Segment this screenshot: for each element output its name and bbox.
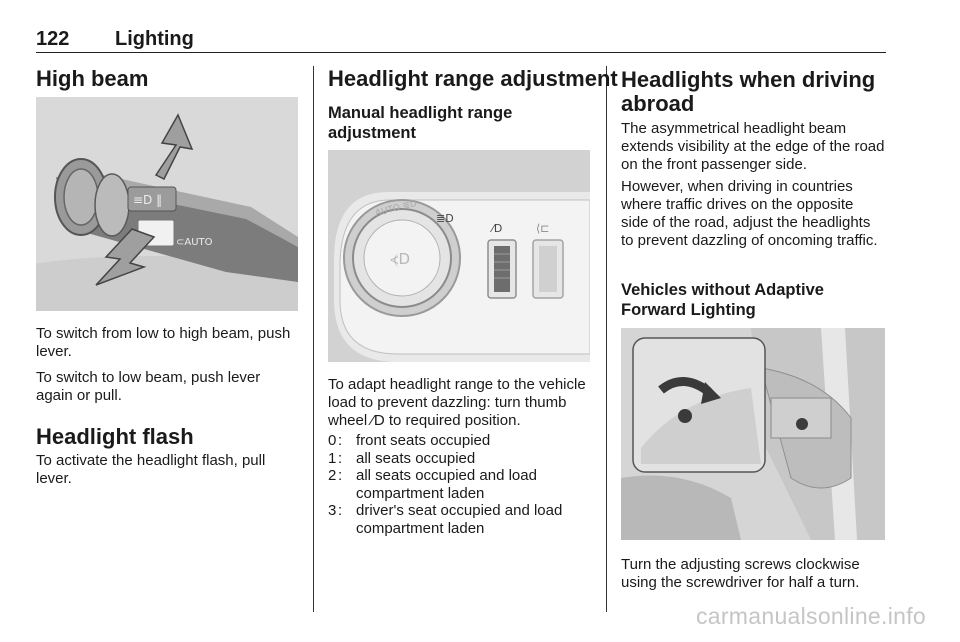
high-beam-instruction-1: To switch from low to high beam, push lever. (36, 325, 291, 360)
driving-abroad-paragraph-1: The asymmetrical headlight beam extends visibility at the edge of the road on the front passenger side. (621, 120, 885, 173)
subheading-without-afl: Vehicles without Adaptive Forward Lighting (621, 281, 824, 319)
list-item-key: 0 (328, 432, 337, 449)
list-item-text: front seats occupied (356, 432, 491, 449)
section-heading-headlight-flash: Headlight flash (36, 424, 194, 449)
svg-text:≣D: ≣D (436, 212, 454, 225)
range-adjust-intro: To adapt headlight range to the vehicle load to prevent dazzling: turn thumb wheel ⁄D to required position. (328, 376, 586, 429)
svg-text:⟨⊏: ⟨⊏ (536, 222, 550, 235)
list-item-key: 1 (328, 449, 337, 467)
svg-text:≡D ‖: ≡D ‖ (133, 193, 163, 207)
svg-text:⊂AUTO: ⊂AUTO (176, 237, 213, 248)
driving-abroad-paragraph-2: However, when driving in countries where traffic drives on the opposite side of the road, adjust the headlights to prevent dazzling of oncoming traffic. (621, 178, 878, 249)
headlight-adjusting-screw-figure (621, 328, 885, 540)
svg-text:⦓D: ⦓D (390, 250, 411, 268)
list-item-text: driver's seat occupied and load compartment laden (356, 502, 563, 537)
list-item: 0 : front seats occupied (328, 432, 590, 450)
column-divider (313, 66, 314, 612)
list-item-key: 3 (328, 502, 337, 519)
svg-text:AUTO ≣D: AUTO ≣D (374, 198, 419, 219)
watermark: carmanualsonline.info (695, 603, 926, 629)
list-item-text: all seats occupied and load compartment laden (356, 467, 537, 502)
section-heading-high-beam: High beam (36, 66, 149, 91)
list-item-text: all seats occupied (356, 449, 476, 467)
chapter-title: Lighting (115, 28, 194, 50)
headlight-flash-instruction: To activate the headlight flash, pull lever. (36, 452, 266, 487)
load-position-list (328, 432, 590, 537)
column-divider (606, 66, 607, 612)
section-heading-headlight-range: Headlight range adjustment (328, 66, 618, 91)
high-beam-instruction-2: To switch to low beam, push lever again or pull. (36, 369, 261, 404)
subheading-manual-adjustment: Manual headlight range adjustment (328, 104, 513, 142)
section-heading-driving-abroad: Headlights when driving abroad (621, 67, 876, 116)
list-item: 1 : all seats occupied (328, 450, 590, 468)
svg-text:⁄D: ⁄D (492, 222, 503, 235)
adjusting-screw-instruction: Turn the adjusting screws clockwise using the screwdriver for half a turn. (621, 556, 860, 591)
list-item-key: 2 (328, 467, 337, 484)
list-item: 2 : all seats occupied and load compartment laden (328, 467, 590, 502)
page-header (36, 28, 886, 53)
turn-signal-lever-figure (36, 97, 298, 311)
page-number: 122 (36, 28, 70, 50)
light-switch-panel-figure (328, 150, 590, 362)
list-item: 3 : driver's seat occupied and load compartment laden (328, 502, 590, 537)
